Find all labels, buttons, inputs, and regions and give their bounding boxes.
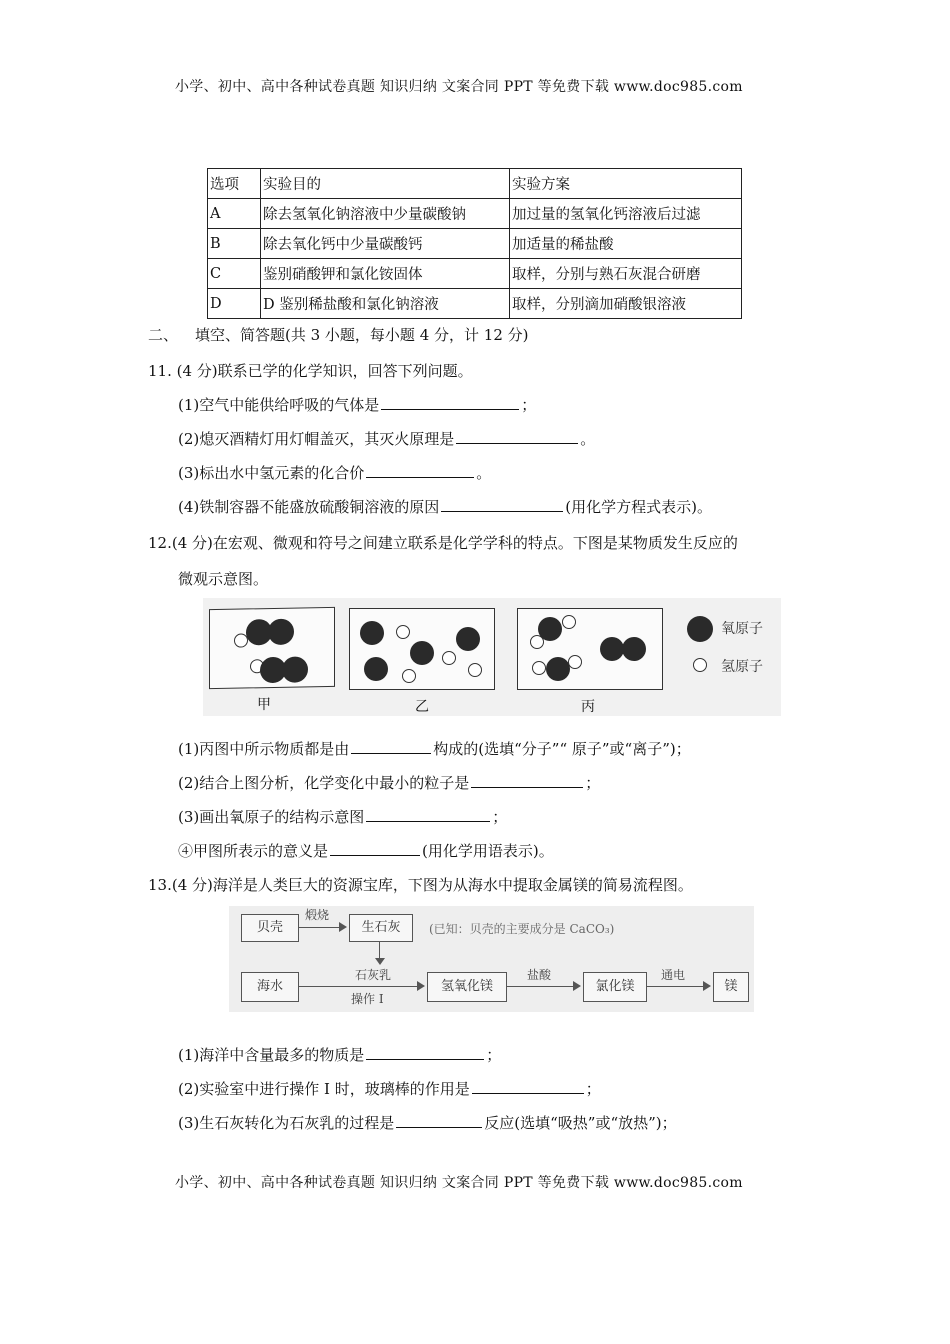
q11-part2: [178, 428, 595, 449]
q11-part2-text: (2)熄灭酒精灯用灯帽盖灭，其灭火原理是: [178, 430, 455, 448]
q13-part3-end: 反应(选填“吸热”或“放热”)；: [484, 1114, 677, 1132]
q12-part2-text: (2)结合上图分析，化学变化中最小的粒子是: [178, 774, 470, 792]
oxygen-atom: [538, 617, 562, 641]
flow-arrow: [299, 986, 417, 987]
q11-part1-end: ；: [521, 396, 537, 414]
q12-part3-end: ；: [492, 808, 508, 826]
table-header: 实验目的: [261, 169, 510, 199]
table-row: [208, 259, 742, 289]
answer-blank[interactable]: [456, 429, 578, 444]
q13-part2-end: ；: [585, 1080, 601, 1098]
answer-blank[interactable]: [471, 773, 583, 788]
oxygen-atom: [622, 637, 646, 661]
q12-part3-text: (3)画出氧原子的结构示意图: [178, 808, 365, 826]
q13-stem: 13.(4 分)海洋是人类巨大的资源宝库，下图为从海水中提取金属镁的简易流程图。: [148, 876, 693, 894]
panel-bing: [517, 608, 663, 690]
q12-part2: [178, 772, 600, 793]
q13-part2-text: (2)实验室中进行操作 I 时，玻璃棒的作用是: [178, 1080, 470, 1098]
q11-part4: [178, 496, 712, 517]
section-number: 二、: [148, 326, 179, 344]
q11-part3: [178, 462, 491, 483]
answer-blank[interactable]: [366, 463, 474, 478]
oxygen-atom: [268, 619, 294, 645]
legend-hydrogen-label: 氢原子: [721, 659, 763, 675]
q12-stem-line2: 微观示意图。: [178, 570, 269, 588]
flow-arrow: [299, 927, 339, 928]
table-cell: B: [208, 229, 261, 259]
page-footer: 小学、初中、高中各种试卷真题 知识归纳 文案合同 PPT 等免费下载 www.doc985.com: [175, 1175, 743, 1191]
flow-mgoh2-box: 氢氧化镁: [427, 972, 507, 1002]
q12-part1: [178, 738, 691, 759]
panel-yi: [349, 608, 495, 690]
table-cell: A: [208, 199, 261, 229]
molecule-figure: [203, 598, 781, 716]
flow-calcine-label: 煅烧: [305, 908, 330, 922]
oxygen-atom: [456, 627, 480, 651]
answer-blank[interactable]: [396, 1113, 482, 1128]
q11-part1: [178, 394, 536, 415]
flow-elec-label: 通电: [661, 968, 686, 982]
label-bing: 丙: [581, 699, 595, 715]
answer-blank[interactable]: [330, 841, 420, 856]
answer-blank[interactable]: [366, 807, 490, 822]
flow-arrow: [507, 986, 573, 987]
table-cell: 鉴别硝酸钾和氯化铵固体: [261, 259, 510, 289]
oxygen-atom: [360, 621, 384, 645]
table-cell: 除去氢氧化钠溶液中少量碳酸钠: [261, 199, 510, 229]
q11-part3-end: 。: [476, 464, 492, 482]
flow-limemilk-label: 石灰乳: [355, 968, 392, 982]
hydrogen-atom: [568, 655, 582, 669]
flowchart-figure: [229, 906, 754, 1012]
hydrogen-atom: [562, 615, 576, 629]
table-header: 实验方案: [510, 169, 742, 199]
table-cell: 加过量的氢氧化钙溶液后过滤: [510, 199, 742, 229]
answer-blank[interactable]: [441, 497, 563, 512]
table-cell: C: [208, 259, 261, 289]
answer-blank[interactable]: [472, 1079, 584, 1094]
flow-mg-box: 镁: [713, 972, 749, 1002]
q13-part3-text: (3)生石灰转化为石灰乳的过程是: [178, 1114, 395, 1132]
oxygen-atom: [546, 657, 570, 681]
hydrogen-atom: [468, 663, 482, 677]
flow-quicklime-box: 生石灰: [349, 914, 413, 942]
panel-jia: [209, 607, 335, 689]
answer-blank[interactable]: [381, 395, 519, 410]
flow-arrow: [647, 986, 703, 987]
q12-part1-text: (1)丙图中所示物质都是由: [178, 740, 350, 758]
table-cell: D: [208, 289, 261, 319]
q11-part1-text: (1)空气中能供给呼吸的气体是: [178, 396, 380, 414]
table-header-row: [208, 169, 742, 199]
answer-blank[interactable]: [366, 1045, 484, 1060]
table-cell: 取样，分别滴加硝酸银溶液: [510, 289, 742, 319]
q12-part4-end: (用化学用语表示)。: [422, 842, 554, 860]
flow-seawater-box: 海水: [241, 972, 299, 1002]
q11-part4-end: (用化学方程式表示)。: [565, 498, 712, 516]
q12-part4: [178, 840, 554, 861]
table-cell: 除去氧化钙中少量碳酸钙: [261, 229, 510, 259]
q11-part3-text: (3)标出水中氢元素的化合价: [178, 464, 365, 482]
q12-part2-end: ；: [585, 774, 601, 792]
q13-part1-text: (1)海洋中含量最多的物质是: [178, 1046, 365, 1064]
q11-part4-text: (4)铁制容器不能盛放硫酸铜溶液的原因: [178, 498, 440, 516]
label-jia: 甲: [257, 697, 271, 713]
table-cell: 取样，分别与熟石灰混合研磨: [510, 259, 742, 289]
q13-part1: [178, 1044, 501, 1065]
flow-shell-box: 贝壳: [241, 914, 299, 942]
options-table: [207, 168, 742, 319]
table-cell: 加适量的稀盐酸: [510, 229, 742, 259]
oxygen-atom: [410, 641, 434, 665]
oxygen-atom: [282, 656, 308, 682]
hydrogen-atom: [532, 661, 546, 675]
answer-blank[interactable]: [351, 739, 431, 754]
q12-part4-text: ④甲图所表示的意义是: [178, 842, 329, 860]
q13-part2: [178, 1078, 601, 1099]
page-header: 小学、初中、高中各种试卷真题 知识归纳 文案合同 PPT 等免费下载 www.doc985.com: [175, 79, 743, 95]
section-title: 填空、简答题(共 3 小题，每小题 4 分，计 12 分): [195, 326, 529, 344]
hydrogen-atom: [402, 669, 416, 683]
flow-arrowhead: [573, 981, 581, 991]
table-row: [208, 289, 742, 319]
q12-part1-end: 构成的(选填“分子”“ 原子”或“离子”)；: [433, 740, 691, 758]
q11-stem: 11. (4 分)联系已学的化学知识，回答下列问题。: [148, 362, 473, 380]
q13-part1-end: ；: [486, 1046, 502, 1064]
oxygen-atom: [600, 637, 624, 661]
legend-oxygen-label: 氧原子: [721, 621, 763, 637]
label-yi: 乙: [415, 699, 429, 715]
flow-arrowhead-down: [375, 958, 385, 965]
legend-oxygen-icon: [687, 616, 713, 642]
oxygen-atom: [364, 657, 388, 681]
flow-arrowhead: [339, 922, 347, 932]
flow-op1-label: 操作 I: [351, 992, 384, 1006]
flow-hcl-label: 盐酸: [527, 968, 552, 982]
hydrogen-atom: [442, 651, 456, 665]
legend-hydrogen-icon: [693, 658, 707, 672]
q13-part3: [178, 1112, 677, 1133]
flow-note: (已知：贝壳的主要成分是 CaCO₃): [429, 922, 615, 936]
hydrogen-atom: [396, 625, 410, 639]
table-header: 选项: [208, 169, 261, 199]
q12-stem-line1: 12.(4 分)在宏观、微观和符号之间建立联系是化学学科的特点。下图是某物质发生反应的: [148, 534, 738, 552]
flow-arrowhead: [703, 981, 711, 991]
flow-mgcl2-box: 氯化镁: [583, 972, 647, 1002]
q12-part3: [178, 806, 507, 827]
q11-part2-end: 。: [580, 430, 596, 448]
table-row: [208, 199, 742, 229]
flow-arrowhead: [417, 981, 425, 991]
table-row: [208, 229, 742, 259]
table-cell: D 鉴别稀盐酸和氯化钠溶液: [261, 289, 510, 319]
